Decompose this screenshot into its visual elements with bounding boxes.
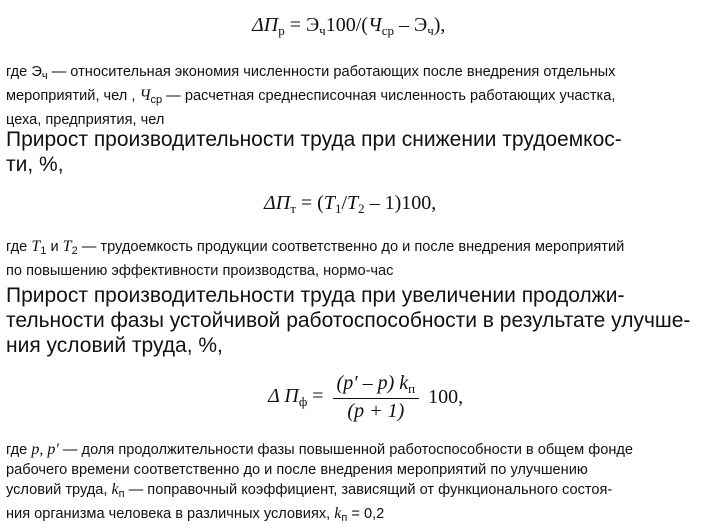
- note-text: где: [6, 239, 32, 255]
- formula-productivity-growth-headcount: [252, 14, 445, 39]
- note-text: условий труда,: [6, 482, 112, 498]
- symbol-e-subscript: ч: [319, 23, 326, 38]
- note-text: = 0,2: [347, 506, 385, 522]
- paragraph-work-capacity: [6, 283, 714, 358]
- symbol-t: T: [323, 192, 335, 214]
- paragraph-line: ти, %,: [6, 153, 64, 176]
- symbol-k-subscript: п: [118, 488, 125, 500]
- symbol-e-subscript: ч: [427, 23, 434, 38]
- note-text: где: [6, 442, 32, 458]
- formula-lhs-subscript: т: [290, 201, 296, 216]
- note-line: [6, 62, 712, 86]
- formula-lhs-subscript: р: [278, 23, 285, 38]
- paragraph-line: Прирост производительности труда при снижении трудоемкос-: [6, 128, 622, 151]
- note-formula1: [6, 62, 712, 130]
- formula-lhs-symbol: ΔП: [264, 192, 291, 214]
- note-text: — расчетная среднесписочная численность работающих участка,: [162, 88, 616, 104]
- paragraph-line: ния условий труда, %,: [6, 334, 223, 357]
- formula-productivity-growth-labor-intensity: [264, 192, 436, 217]
- paragraph-labor-intensity: [6, 127, 714, 177]
- symbol-ch: Ч: [139, 87, 151, 104]
- note-text: ния организма человека в различных условиях,: [6, 506, 335, 522]
- symbol-k-subscript: п: [341, 512, 348, 524]
- note-text: где: [6, 64, 32, 80]
- formula-close: ),: [433, 14, 446, 36]
- symbol-k-subscript: п: [408, 381, 416, 396]
- note-line: рабочего времени соответственно до и после внедрения мероприятий по улучшению: [6, 462, 588, 478]
- numerator-text: (p′ – p): [336, 372, 400, 394]
- symbol-ch-subscript: ср: [150, 94, 163, 106]
- symbol-t-subscript: 1: [40, 245, 47, 257]
- symbol-t: T: [347, 192, 359, 214]
- equals-sign: =: [284, 14, 306, 36]
- symbol-k: k: [399, 372, 409, 394]
- fraction-numerator: [333, 372, 420, 399]
- note-line: цеха, предприятия, чел: [6, 112, 165, 128]
- symbol-t: T: [62, 238, 72, 255]
- paragraph-line: тельности фазы устойчивой работоспособности в результате улучше-: [6, 309, 691, 332]
- note-line: [6, 86, 712, 110]
- symbol-e: Э: [31, 64, 42, 80]
- symbol-ch: Ч: [367, 14, 382, 36]
- formula-text: 100,: [423, 386, 464, 408]
- symbol-t-subscript: 2: [71, 245, 78, 257]
- symbol-t: T: [31, 238, 41, 255]
- minus-sign: –: [394, 14, 414, 36]
- formula-text: – 1)100,: [364, 192, 437, 214]
- symbol-ch-subscript: ср: [381, 23, 394, 38]
- note-line: [6, 237, 712, 261]
- formula-lhs-symbol: Δ П: [268, 385, 299, 407]
- note-text: — относительная экономия численности работающих после внедрения отдельных: [47, 64, 616, 80]
- fraction: [333, 372, 420, 423]
- note-text: и: [46, 239, 63, 255]
- fraction-denominator: [333, 399, 420, 423]
- division-sign: /: [341, 192, 348, 214]
- note-line: [6, 440, 712, 460]
- symbol-k: k: [111, 481, 119, 498]
- symbol-k: k: [334, 505, 342, 522]
- formula-lhs-symbol: ΔП: [252, 14, 279, 36]
- note-formula3: [6, 440, 712, 528]
- formula-lhs-subscript: ф: [298, 394, 308, 409]
- symbol-e: Э: [305, 14, 320, 36]
- note-line: [6, 504, 712, 528]
- symbol-e-subscript: ч: [41, 70, 48, 82]
- note-line: [6, 480, 712, 504]
- note-text: мероприятий, чел ,: [6, 88, 140, 104]
- formula-text: 100/(: [325, 14, 368, 36]
- note-text: — поправочный коэффициент, зависящий от функционального состоя-: [124, 482, 613, 498]
- denominator-text: (p + 1): [347, 400, 405, 422]
- equals-sign: = (: [295, 192, 324, 214]
- formula-productivity-growth-work-phase: [268, 372, 463, 423]
- note-line: по повышению эффективности производства, нормо-час: [6, 263, 394, 279]
- paragraph-line: Прирост производительности труда при увеличении продолжи-: [6, 284, 625, 307]
- note-formula2: [6, 237, 712, 281]
- symbol-t-subscript: 1: [334, 201, 342, 216]
- equals-sign: =: [307, 385, 329, 407]
- symbol-t-subscript: 2: [358, 201, 365, 216]
- symbol-p: p, p′: [31, 441, 59, 458]
- note-text: — доля продолжительности фазы повышенной работоспособности в общем фонде: [58, 442, 634, 458]
- note-text: — трудоемкость продукции соответственно до и после внедрения мероприятий: [77, 239, 625, 255]
- symbol-e: Э: [414, 14, 428, 36]
